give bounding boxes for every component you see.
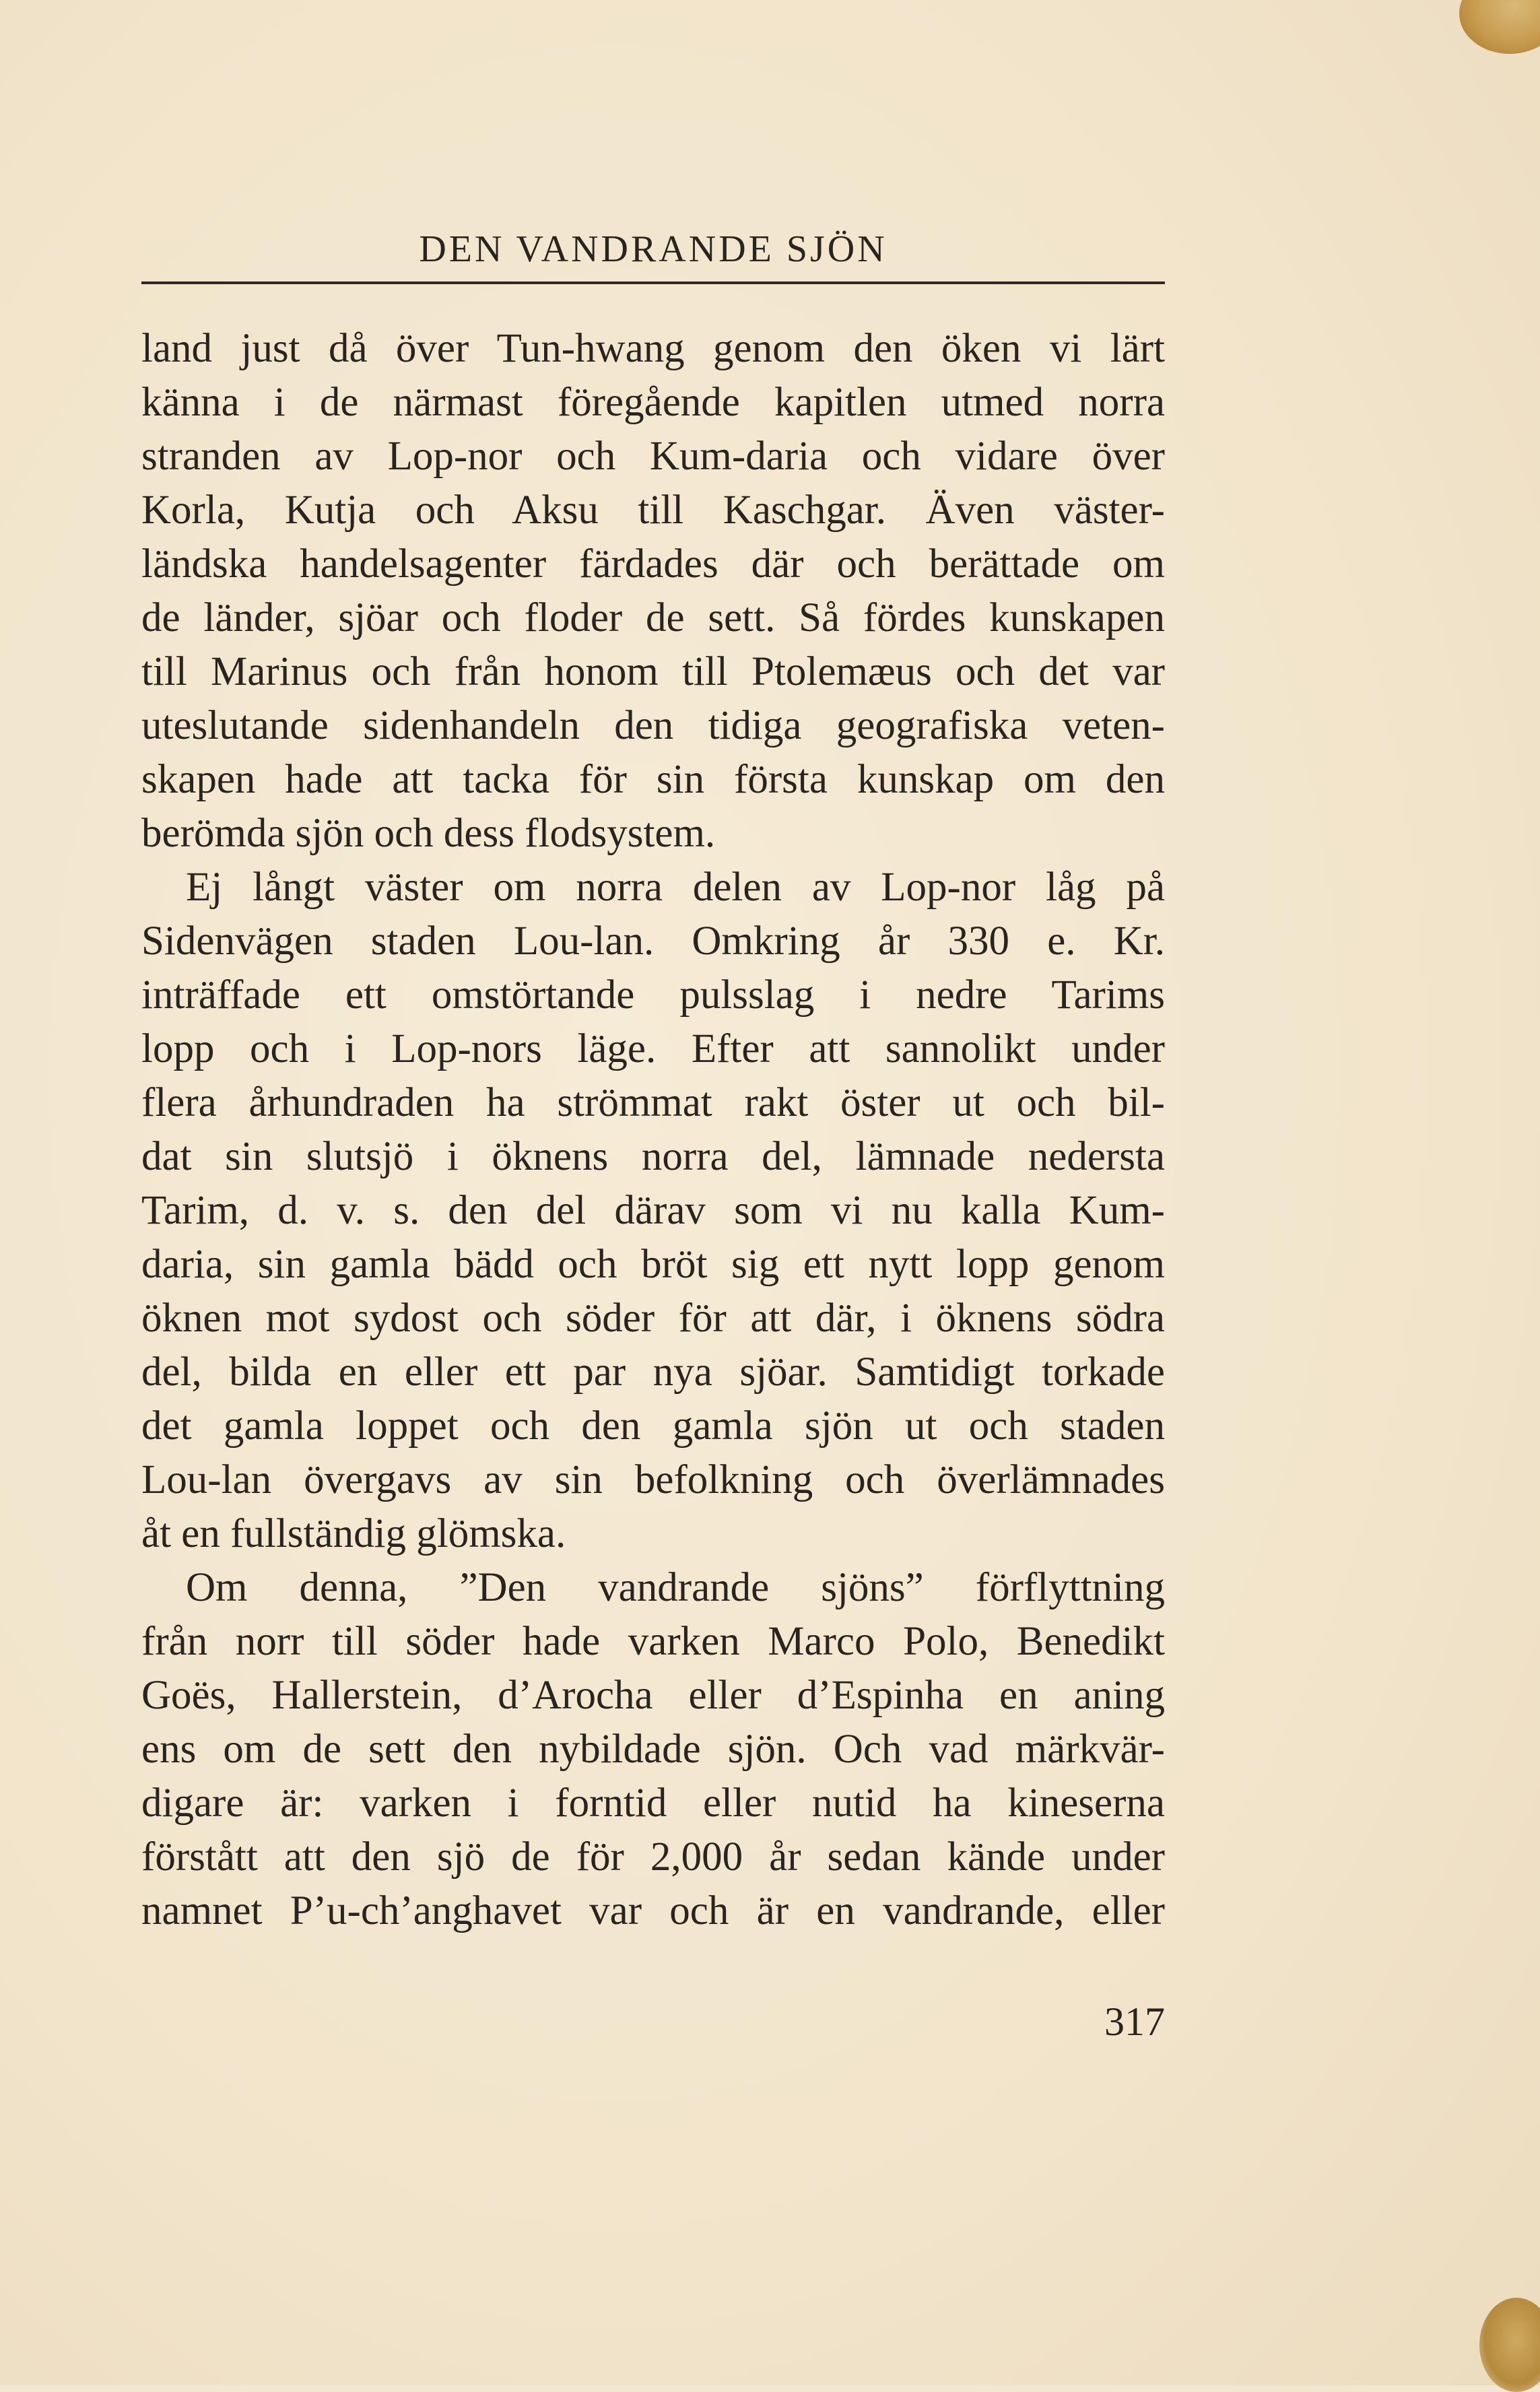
text-line: dat sin slutsjö i öknens norra del, lämnade nedersta bbox=[141, 1134, 1165, 1179]
text-line: del, bilda en eller ett par nya sjöar. Samtidigt torkade bbox=[141, 1350, 1165, 1395]
text-line: till Marinus och från honom till Ptolemæus och det var bbox=[141, 649, 1165, 694]
text-line: åt en fullständig glömska. bbox=[141, 1511, 566, 1556]
text-line: flera århundraden ha strömmat rakt öster ut och bil- bbox=[141, 1080, 1165, 1125]
text-line: inträffade ett omstörtande pulsslag i nedre Tarims bbox=[141, 972, 1165, 1018]
text-line: land just då över Tun-hwang genom den öken vi lärt bbox=[141, 326, 1165, 371]
text-line: Sidenvägen staden Lou-lan. Omkring år 330 e. Kr. bbox=[141, 919, 1165, 964]
text-line: daria, sin gamla bädd och bröt sig ett nytt lopp genom bbox=[141, 1242, 1165, 1287]
text-line: Korla, Kutja och Aksu till Kaschgar. Även väster- bbox=[141, 488, 1165, 533]
header-rule bbox=[141, 281, 1165, 284]
text-line: Goës, Hallerstein, d’Arocha eller d’Espinha en aning bbox=[141, 1673, 1165, 1718]
text-line: känna i de närmast föregående kapitlen utmed norra bbox=[141, 380, 1165, 425]
text-line: Tarim, d. v. s. den del därav som vi nu kalla Kum- bbox=[141, 1188, 1165, 1233]
text-line: från norr till söder hade varken Marco Polo, Benedikt bbox=[141, 1619, 1165, 1664]
text-line: namnet P’u-ch’anghavet var och är en vandrande, eller bbox=[141, 1888, 1165, 1933]
text-line: öknen mot sydost och söder för att där, i öknens södra bbox=[141, 1296, 1165, 1341]
text-line: berömda sjön och dess flodsystem. bbox=[141, 811, 716, 856]
text-line: förstått att den sjö de för 2,000 år sedan kände under bbox=[141, 1834, 1165, 1880]
text-line: Ej långt väster om norra delen av Lop-nor låg på bbox=[186, 865, 1165, 910]
text-line: digare är: varken i forntid eller nutid ha kineserna bbox=[141, 1781, 1165, 1826]
text-line: lopp och i Lop-nors läge. Efter att sannolikt under bbox=[141, 1026, 1165, 1071]
text-line: skapen hade att tacka för sin första kunskap om den bbox=[141, 757, 1165, 802]
text-line: det gamla loppet och den gamla sjön ut och staden bbox=[141, 1403, 1165, 1449]
text-line: ländska handelsagenter färdades där och berättade om bbox=[141, 541, 1165, 587]
text-line: stranden av Lop-nor och Kum-daria och vidare över bbox=[141, 434, 1165, 479]
text-line: Om denna, ”Den vandrande sjöns” förflyttning bbox=[186, 1565, 1165, 1610]
body-text bbox=[141, 322, 1165, 1938]
text-line: de länder, sjöar och floder de sett. Så fördes kunskapen bbox=[141, 595, 1165, 640]
running-head: DEN VANDRANDE SJÖN bbox=[419, 228, 888, 270]
page-number: 317 bbox=[1104, 1999, 1165, 2044]
text-line: uteslutande sidenhandeln den tidiga geografiska veten- bbox=[141, 703, 1165, 748]
text-line: Lou-lan övergavs av sin befolkning och överlämnades bbox=[141, 1457, 1165, 1502]
text-line: ens om de sett den nybildade sjön. Och vad märkvär- bbox=[141, 1727, 1165, 1772]
